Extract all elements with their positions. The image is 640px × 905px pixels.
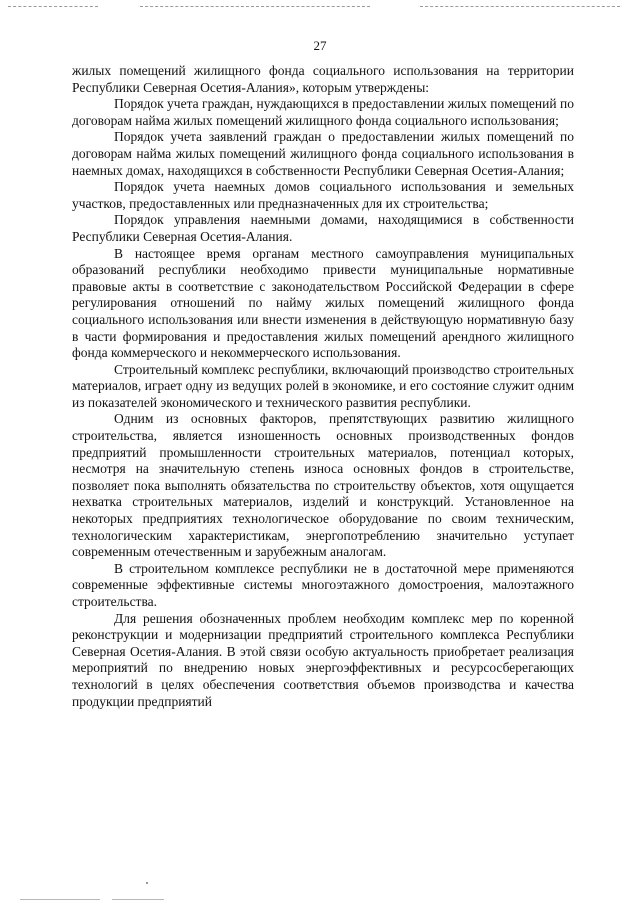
scan-artifact [146, 882, 148, 884]
paragraph: Порядок учета заявлений граждан о предоставлении жилых помещений по договорам найма жилых помещений жилищного фонда социального использования в наемных домах, находящихся в собственности Республики Северная Осетия-Алания; [72, 129, 574, 178]
scan-edge-line [112, 899, 164, 900]
page-number: 27 [313, 38, 327, 53]
paragraph: В настоящее время органам местного самоуправления муниципальных образований республики необходимо привести муниципальные нормативные правовые акты в соответствие с законодательством Российской Федерации в сфере регулирования отношений по найму жилых помещений жилищного фонда социального использования или внести изменения в действующую нормативную базу в части формирования и предоставления жилых помещений арендного жилищного фонда коммерческого и некоммерческого использования. [72, 245, 574, 361]
scan-edge-line [140, 6, 370, 7]
scan-edge-line [420, 6, 620, 7]
scan-edge-line [8, 6, 98, 7]
paragraph: Одним из основных факторов, препятствующих развитию жилищного строительства, является изношенность основных производственных фондов предприятий промышленности строительных материалов, потенциал которых, несмотря на значительную степень износа основных фондов в строительстве, позволяет пока выполнять обязательства по строительству объектов, хотя ощущается нехватка строительных материалов, изделий и конструкций. Установленное на некоторых предприятиях технологическое оборудование по своим техническим, технологическим характеристикам, энергопотреблению значительно уступает современным отечественным и зарубежным аналогам. [72, 411, 574, 560]
paragraph: Строительный комплекс республики, включающий производство строительных материалов, играет одну из ведущих ролей в экономике, и его состояние служит одним из показателей экономического и технического развития республики. [72, 361, 574, 410]
document-body [72, 63, 574, 710]
paragraph: Для решения обозначенных проблем необходим комплекс мер по коренной реконструкции и модернизации предприятий строительного комплекса Республики Северная Осетия-Алания. В этой связи особую актуальность приобретает реализация мероприятий по внедрению новых энергоэффективных и ресурсосберегающих технологий в целях обеспечения соответствия объемов производства и качества продукции предприятий [72, 610, 574, 709]
paragraph: Порядок учета граждан, нуждающихся в предоставлении жилых помещений по договорам найма жилых помещений жилищного фонда социального использования; [72, 96, 574, 128]
paragraph: В строительном комплексе республики не в достаточной мере применяются современные эффективные системы многоэтажного домостроения, малоэтажного строительства. [72, 560, 574, 609]
paragraph: Порядок управления наемными домами, находящимися в собственности Республики Северная Осетия-Алания. [72, 212, 574, 244]
paragraph: жилых помещений жилищного фонда социального использования на территории Республики Северная Осетия-Алания», которым утверждены: [72, 63, 574, 95]
scan-edge-line [20, 899, 100, 900]
paragraph: Порядок учета наемных домов социального использования и земельных участков, предоставленных или предназначенных для их строительства; [72, 179, 574, 211]
